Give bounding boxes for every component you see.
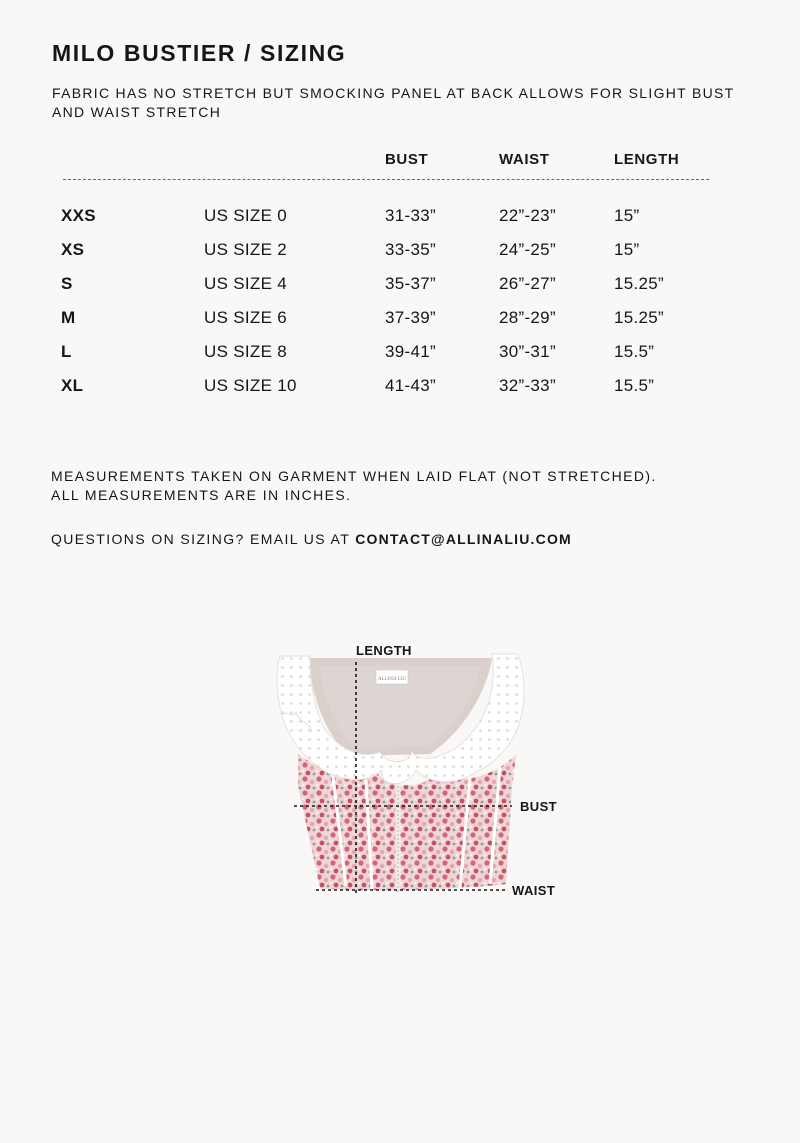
length-value: 15” <box>614 206 640 225</box>
size-label: XS <box>61 240 85 259</box>
us-size: US SIZE 6 <box>204 308 288 327</box>
waist-value: 28”-29” <box>499 308 556 327</box>
header-length: LENGTH <box>614 151 680 168</box>
waist-label: WAIST <box>512 883 556 898</box>
waist-value: 24”-25” <box>499 240 556 259</box>
page-title: MILO BUSTIER / SIZING <box>52 40 347 66</box>
header-bust: BUST <box>385 151 429 168</box>
bust-value: 31-33” <box>385 206 436 225</box>
us-size: US SIZE 4 <box>204 274 288 293</box>
bust-value: 37-39” <box>385 308 436 327</box>
waist-value: 26”-27” <box>499 274 556 293</box>
table-row <box>0 376 800 406</box>
size-label: L <box>61 342 72 361</box>
brand-tag-text: ALLINA LIU <box>378 677 406 682</box>
waist-value: 22”-23” <box>499 206 556 225</box>
us-size: US SIZE 0 <box>204 206 288 225</box>
size-label: M <box>61 308 76 327</box>
units-note: ALL MEASUREMENTS ARE IN INCHES. <box>51 487 352 503</box>
table-row <box>0 308 800 338</box>
bust-value: 41-43” <box>385 376 436 395</box>
bust-value: 39-41” <box>385 342 436 361</box>
size-label: XXS <box>61 206 96 225</box>
us-size: US SIZE 10 <box>204 376 297 395</box>
bust-value: 33-35” <box>385 240 436 259</box>
fabric-note: FABRIC HAS NO STRETCH BUT SMOCKING PANEL AT BACK ALLOWS FOR SLIGHT BUST AND WAIST STRETCH <box>52 85 735 120</box>
questions-text: QUESTIONS ON SIZING? EMAIL US AT <box>51 531 356 547</box>
length-value: 15.5” <box>614 342 655 361</box>
waist-value: 30”-31” <box>499 342 556 361</box>
table-row <box>0 274 800 304</box>
size-label: XL <box>61 376 84 395</box>
contact-email-link[interactable]: CONTACT@ALLINALIU.COM <box>355 531 572 547</box>
bust-label: BUST <box>520 799 557 814</box>
length-value: 15.25” <box>614 308 665 327</box>
length-value: 15.5” <box>614 376 655 395</box>
table-row <box>0 206 800 236</box>
length-label: LENGTH <box>356 643 412 658</box>
header-divider <box>63 179 709 180</box>
size-label: S <box>61 274 73 293</box>
table-row <box>0 342 800 372</box>
waist-value: 32”-33” <box>499 376 556 395</box>
length-value: 15.25” <box>614 274 665 293</box>
table-row <box>0 240 800 270</box>
measurement-note: MEASUREMENTS TAKEN ON GARMENT WHEN LAID FLAT (NOT STRETCHED). <box>51 468 657 484</box>
header-waist: WAIST <box>499 151 550 168</box>
garment-illustration <box>260 636 580 916</box>
length-value: 15” <box>614 240 640 259</box>
sizing-questions <box>51 530 572 549</box>
bust-value: 35-37” <box>385 274 436 293</box>
bustier-image <box>260 636 580 916</box>
us-size: US SIZE 8 <box>204 342 288 361</box>
us-size: US SIZE 2 <box>204 240 288 259</box>
